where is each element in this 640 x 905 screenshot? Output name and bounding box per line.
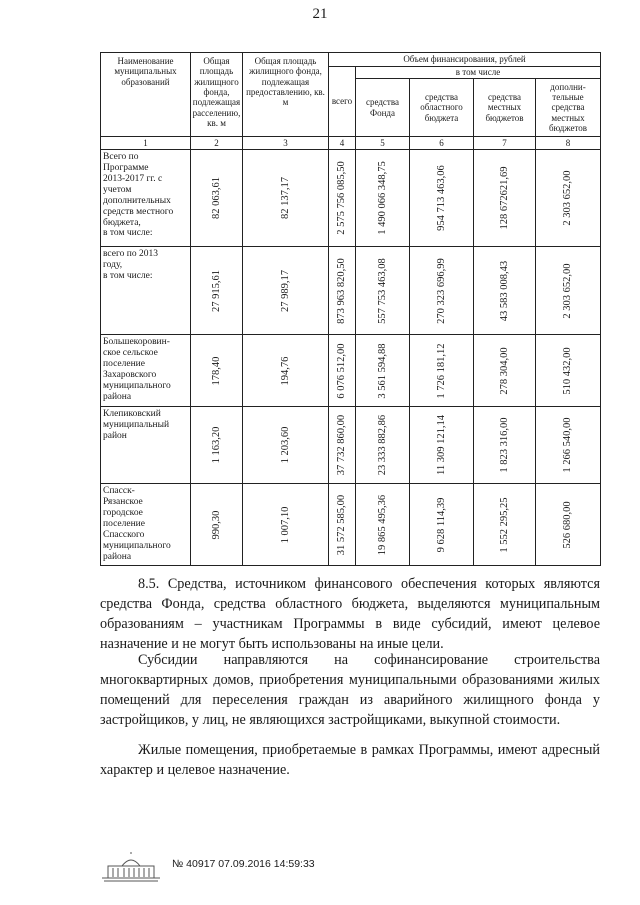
col-number: 2 (191, 137, 243, 150)
local-value: 43 583 008,43 (498, 260, 510, 321)
building-seal-icon (100, 852, 162, 882)
additional-value: 526 680,00 (561, 500, 573, 549)
additional-value: 510 432,00 (561, 346, 573, 395)
header-local: средства местных бюджетов (474, 79, 536, 137)
area-provide-value: 1 007,10 (279, 506, 291, 543)
area-provide-value: 194,76 (279, 356, 291, 385)
header-fund: средства Фонда (356, 79, 410, 137)
regional-value: 9 628 114,39 (435, 497, 447, 552)
col-number: 7 (474, 137, 536, 150)
header-total: всего (329, 67, 356, 137)
regional-value: 11 309 121,14 (435, 415, 447, 475)
table-row (101, 484, 601, 566)
col-number: 1 (101, 137, 191, 150)
header-regional: средства областного бюджета (410, 79, 474, 137)
total-value: 31 572 585,00 (335, 494, 347, 555)
local-value: 128 672621,69 (498, 166, 510, 230)
row-name: Спасск- Рязанское городское поселение Спасского муниципального района (101, 484, 191, 566)
area-provide-value: 82 137,17 (279, 177, 291, 219)
col-number: 6 (410, 137, 474, 150)
row-name: Всего по Программе 2013-2017 гг. с учетом дополнительных средств местного бюджета, в том числе: (101, 150, 191, 247)
fund-value: 23 333 882,86 (376, 414, 388, 476)
additional-value: 1 266 540,00 (561, 417, 573, 473)
header-area-provide: Общая площадь жилищного фонда, подлежащая предоставлению, кв. м (243, 53, 329, 137)
paragraph-text: 8.5. Средства, источником финансового обеспечения которых являются средства Фонда, средства областного бюджета, выделяются муниципальным образованиям – участникам Программы в виде субсидий, имеют целевое назначение и не могут быть использованы на иные цели. (100, 576, 600, 652)
financing-table (100, 52, 601, 566)
area-provide-value: 27 989,17 (279, 269, 291, 312)
paragraph-subsidies (100, 650, 600, 730)
document-footer (100, 852, 400, 882)
row-name: Клепиковский муниципальный район (101, 407, 191, 484)
regional-value: 1 726 181,12 (435, 342, 447, 399)
header-financing: Объем финансирования, рублей (329, 53, 601, 67)
page-number: 21 (312, 6, 328, 22)
total-value: 873 963 820,50 (335, 257, 347, 324)
table-row (101, 335, 601, 407)
table-row (101, 407, 601, 484)
area-resettle-value: 990,30 (210, 510, 222, 539)
area-resettle-value: 1 163,20 (210, 426, 222, 464)
col-number: 4 (329, 137, 356, 150)
area-resettle-value: 178,40 (210, 356, 222, 385)
header-additional: дополни-тельные средства местных бюджетов (536, 79, 601, 137)
fund-value: 557 753 463,08 (376, 257, 388, 324)
table-row (101, 150, 601, 247)
total-value: 2 575 756 085,50 (335, 161, 347, 235)
local-value: 278 304,00 (498, 346, 510, 395)
area-provide-value: 1 203,60 (279, 426, 291, 464)
area-resettle-value: 82 063,61 (210, 177, 222, 219)
regional-value: 270 323 696,99 (435, 257, 447, 324)
fund-value: 19 865 495,36 (376, 494, 388, 555)
header-municipal: Наименование муниципальных образований (101, 53, 191, 137)
row-name: всего по 2013 году, в том числе: (101, 247, 191, 335)
fund-value: 1 490 066 348,75 (376, 161, 388, 235)
registration-stamp: № 40917 07.09.2016 14:59:33 (172, 858, 315, 870)
additional-value: 2 303 652,00 (561, 262, 573, 319)
paragraph-text: Жилые помещения, приобретаемые в рамках Программы, имеют адресный характер и целевое назначение. (100, 742, 600, 778)
table-row (101, 247, 601, 335)
paragraph-text: Субсидии направляются на софинансирование строительства многоквартирных домов, приобретения муниципальными образованиями жилых помещений для переселения граждан из аварийного жилищного фонда у застройщиков, у лиц, не являющихся застройщиками, выкупной стоимости. (100, 652, 600, 728)
paragraph-8-5 (100, 574, 600, 654)
local-value: 1 823 316,00 (498, 417, 510, 473)
row-name: Большекоровин- ское сельское поселение Захаровского муниципального района (101, 335, 191, 407)
area-resettle-value: 27 915,61 (210, 269, 222, 312)
regional-value: 954 713 463,06 (435, 165, 447, 231)
header-area-resettle: Общая площадь жилищного фонда, подлежащая расселению, кв. м (191, 53, 243, 137)
column-numbers-row (101, 137, 601, 150)
col-number: 3 (243, 137, 329, 150)
additional-value: 2 303 652,00 (561, 170, 573, 226)
header-including: в том числе (356, 67, 601, 79)
total-value: 37 732 860,00 (335, 414, 347, 476)
total-value: 6 076 512,00 (335, 342, 347, 399)
paragraph-residential (100, 740, 600, 780)
col-number: 8 (536, 137, 601, 150)
col-number: 5 (356, 137, 410, 150)
fund-value: 3 561 594,88 (376, 342, 388, 399)
local-value: 1 552 295,25 (498, 496, 510, 553)
